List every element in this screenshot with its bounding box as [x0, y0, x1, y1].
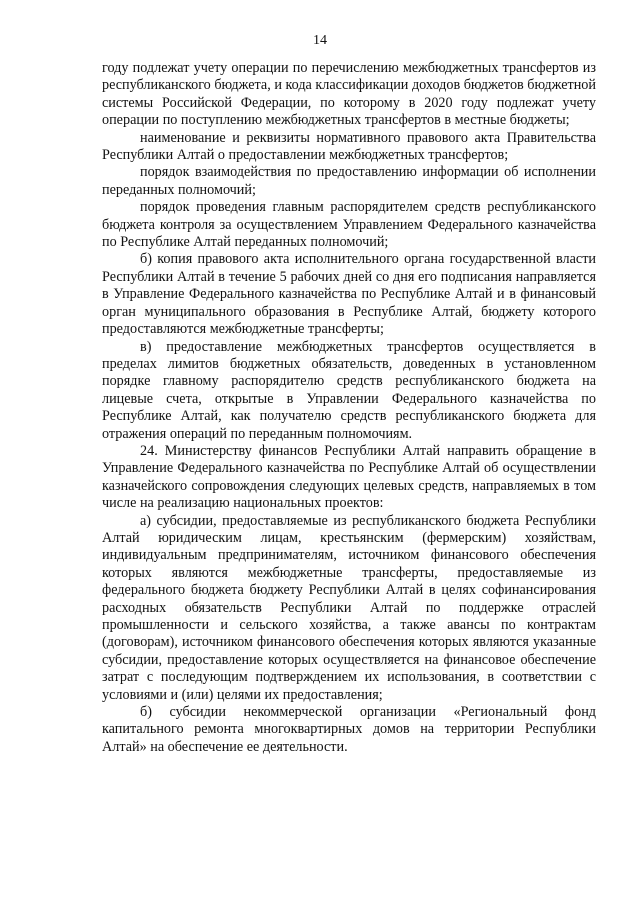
paragraph-continuation: году подлежат учету операции по перечислению межбюджетных трансфертов из республиканского бюджета, и кода классификации доходов бюджетов бюджетной системы Российской Федерации, по которому в 2020 году подлежат учету операции по поступлению межбюджетных трансфертов в местные бюджеты;	[102, 60, 596, 129]
paragraph-act-requisites: наименование и реквизиты нормативного правового акта Правительства Республики Алтай о предоставлении межбюджетных трансфертов;	[102, 129, 596, 164]
paragraph-interaction-procedure: порядок взаимодействия по предоставлению информации об исполнении переданных полномочий;	[102, 164, 596, 198]
paragraph-item-b-fund: б) субсидии некоммерческой организации «Региональный фонд капитального ремонта многоквартирных домов на территории Республики Алтай» на обеспечение ее деятельности.	[102, 704, 596, 755]
paragraph-item-a-subsidies: а) субсидии, предоставляемые из республиканского бюджета Республики Алтай юридическим лицам, крестьянским (фермерским) хозяйствам, индивидуальным предпринимателям, источником финансового обеспечения которых являются межбюджетные трансферты, предоставляемые из федерального бюджета бюджету Республики Алтай в целях софинансирования расходных обязательств Республики Алтай по поддержке отраслей промышленности и сельского хозяйства, а также авансы по контрактам (договорам), источником финансового обеспечения которых являются указанные субсидии, предоставление которых осуществляется на финансовое обеспечение затрат с последующим подтверждением их использования, в соответствии с условиями и (или) целями их предоставления;	[102, 512, 596, 703]
paragraph-item-b-copy: б) копия правового акта исполнительного органа государственной власти Республики Алтай в течение 5 рабочих дней со дня его подписания направляется в Управление Федерального казначейства по Республике Алтай и в финансовый орган муниципального образования в Республике Алтай, бюджету которого предоставляются межбюджетные трансферты;	[102, 251, 596, 338]
paragraph-item-v-transfers: в) предоставление межбюджетных трансфертов осуществляется в пределах лимитов бюджетных обязательств, доведенных в установленном порядке главному распорядителю средств республиканского бюджета на лицевые счета, открытые в Управлении Федерального казначейства по Республике Алтай, как получателю средств республиканского бюджета для отражения операций по переданным полномочиям.	[102, 338, 596, 442]
paragraph-control-procedure: порядок проведения главным распорядителем средств республиканского бюджета контроля за осуществлением Управлением Федерального казначейства по Республике Алтай переданных полномочий;	[102, 199, 596, 251]
document-body	[102, 60, 596, 756]
page-number: 14	[313, 33, 327, 48]
paragraph-section-24: 24. Министерству финансов Республики Алтай направить обращение в Управление Федерального казначейства по Республике Алтай об осуществлении казначейского сопровождения следующих целевых средств, направляемых в том числе на реализацию национальных проектов:	[102, 442, 596, 512]
